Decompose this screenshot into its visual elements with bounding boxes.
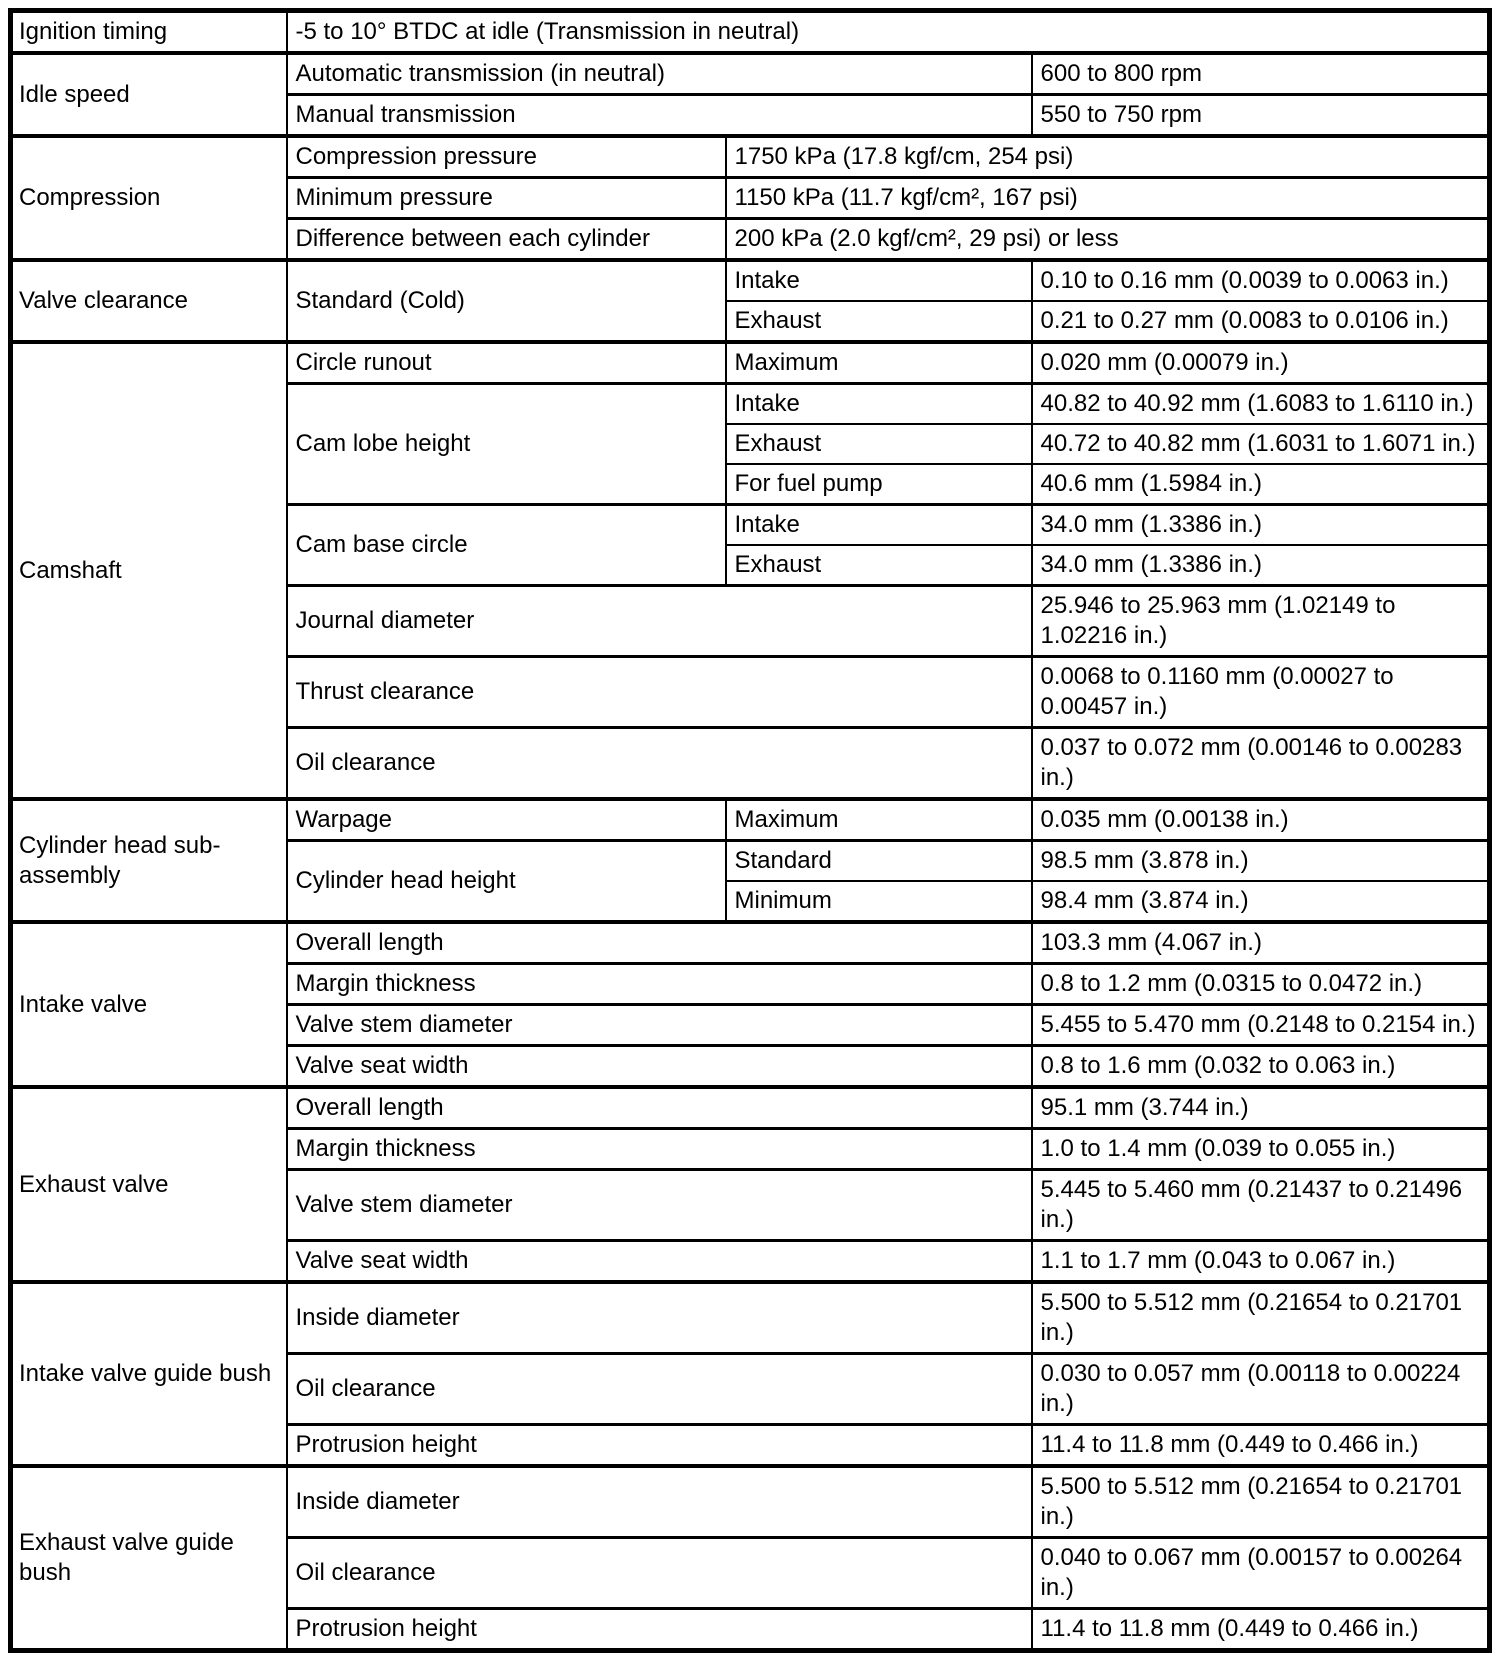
value-cell: 0.0068 to 0.1160 mm (0.00027 to 0.00457 in.) [1032, 657, 1490, 728]
value-cell: 200 kPa (2.0 kgf/cm², 29 psi) or less [726, 219, 1490, 261]
item-cell: Warpage [287, 799, 726, 841]
sub-item-cell: Intake [726, 260, 1032, 301]
item-cell: Cam base circle [287, 505, 726, 586]
table-row [11, 53, 1490, 95]
value-cell: 98.4 mm (3.874 in.) [1032, 881, 1490, 922]
category-cell: Exhaust valve guide bush [11, 1466, 287, 1651]
value-cell: 0.10 to 0.16 mm (0.0039 to 0.0063 in.) [1032, 260, 1490, 301]
sub-item-cell: Minimum [726, 881, 1032, 922]
value-cell: 0.8 to 1.6 mm (0.032 to 0.063 in.) [1032, 1046, 1490, 1088]
value-cell: 0.037 to 0.072 mm (0.00146 to 0.00283 in.) [1032, 728, 1490, 800]
value-cell: 0.040 to 0.067 mm (0.00157 to 0.00264 in.) [1032, 1538, 1490, 1609]
value-cell: 1.1 to 1.7 mm (0.043 to 0.067 in.) [1032, 1241, 1490, 1283]
category-cell: Idle speed [11, 53, 287, 136]
value-cell: 103.3 mm (4.067 in.) [1032, 922, 1490, 964]
value-cell: 11.4 to 11.8 mm (0.449 to 0.466 in.) [1032, 1425, 1490, 1467]
item-cell: Valve seat width [287, 1046, 1032, 1088]
value-cell: 600 to 800 rpm [1032, 53, 1490, 95]
value-cell: 34.0 mm (1.3386 in.) [1032, 505, 1490, 546]
item-cell: Inside diameter [287, 1282, 1032, 1354]
category-cell: Cylinder head sub-assembly [11, 799, 287, 922]
item-cell: Protrusion height [287, 1609, 1032, 1651]
item-cell: Overall length [287, 922, 1032, 964]
value-cell: 1.0 to 1.4 mm (0.039 to 0.055 in.) [1032, 1129, 1490, 1170]
table-row [11, 1087, 1490, 1129]
item-cell: Oil clearance [287, 1538, 1032, 1609]
item-cell: Inside diameter [287, 1466, 1032, 1538]
table-row [11, 260, 1490, 301]
table-row [11, 922, 1490, 964]
value-cell: 40.72 to 40.82 mm (1.6031 to 1.6071 in.) [1032, 424, 1490, 464]
sub-item-cell: Maximum [726, 799, 1032, 841]
sub-item-cell: Exhaust [726, 545, 1032, 586]
table-row [11, 1466, 1490, 1538]
item-cell: Overall length [287, 1087, 1032, 1129]
sub-item-cell: For fuel pump [726, 464, 1032, 505]
value-cell: 95.1 mm (3.744 in.) [1032, 1087, 1490, 1129]
value-cell: 1750 kPa (17.8 kgf/cm, 254 psi) [726, 136, 1490, 178]
sub-item-cell: Exhaust [726, 424, 1032, 464]
value-cell: 0.035 mm (0.00138 in.) [1032, 799, 1490, 841]
item-cell: Thrust clearance [287, 657, 1032, 728]
item-cell: Cylinder head height [287, 841, 726, 923]
item-cell: Margin thickness [287, 1129, 1032, 1170]
sub-item-cell: Intake [726, 384, 1032, 425]
sub-item-cell: Standard [726, 841, 1032, 882]
category-cell: Compression [11, 136, 287, 260]
item-cell: Protrusion height [287, 1425, 1032, 1467]
item-cell: Oil clearance [287, 728, 1032, 800]
table-row [11, 1282, 1490, 1354]
value-cell: 550 to 750 rpm [1032, 95, 1490, 137]
value-cell: 5.500 to 5.512 mm (0.21654 to 0.21701 in.) [1032, 1466, 1490, 1538]
value-cell: 40.6 mm (1.5984 in.) [1032, 464, 1490, 505]
table-row [11, 11, 1490, 54]
table-row [11, 136, 1490, 178]
item-cell: Margin thickness [287, 964, 1032, 1005]
item-cell: Automatic transmission (in neutral) [287, 53, 1032, 95]
value-cell: 25.946 to 25.963 mm (1.02149 to 1.02216 in.) [1032, 586, 1490, 657]
value-cell: 98.5 mm (3.878 in.) [1032, 841, 1490, 882]
value-cell: 34.0 mm (1.3386 in.) [1032, 545, 1490, 586]
sub-item-cell: Maximum [726, 342, 1032, 384]
value-cell: 5.500 to 5.512 mm (0.21654 to 0.21701 in.) [1032, 1282, 1490, 1354]
value-cell: 5.445 to 5.460 mm (0.21437 to 0.21496 in.) [1032, 1170, 1490, 1241]
item-cell: Valve seat width [287, 1241, 1032, 1283]
category-cell: Intake valve [11, 922, 287, 1087]
value-cell: 11.4 to 11.8 mm (0.449 to 0.466 in.) [1032, 1609, 1490, 1651]
item-cell: Cam lobe height [287, 384, 726, 505]
value-cell: -5 to 10° BTDC at idle (Transmission in neutral) [287, 11, 1490, 54]
item-cell: Journal diameter [287, 586, 1032, 657]
category-cell: Valve clearance [11, 260, 287, 342]
spec-table-body [11, 11, 1490, 1651]
item-cell: Valve stem diameter [287, 1005, 1032, 1046]
value-cell: 40.82 to 40.92 mm (1.6083 to 1.6110 in.) [1032, 384, 1490, 425]
category-cell: Ignition timing [11, 11, 287, 54]
item-cell: Oil clearance [287, 1354, 1032, 1425]
spec-table [8, 8, 1492, 1653]
item-cell: Minimum pressure [287, 178, 726, 219]
value-cell: 0.21 to 0.27 mm (0.0083 to 0.0106 in.) [1032, 301, 1490, 342]
item-cell: Manual transmission [287, 95, 1032, 137]
value-cell: 0.8 to 1.2 mm (0.0315 to 0.0472 in.) [1032, 964, 1490, 1005]
value-cell: 1150 kPa (11.7 kgf/cm², 167 psi) [726, 178, 1490, 219]
category-cell: Exhaust valve [11, 1087, 287, 1282]
value-cell: 5.455 to 5.470 mm (0.2148 to 0.2154 in.) [1032, 1005, 1490, 1046]
item-cell: Compression pressure [287, 136, 726, 178]
item-cell: Circle runout [287, 342, 726, 384]
value-cell: 0.030 to 0.057 mm (0.00118 to 0.00224 in.) [1032, 1354, 1490, 1425]
table-row [11, 799, 1490, 841]
item-cell: Standard (Cold) [287, 260, 726, 342]
item-cell: Difference between each cylinder [287, 219, 726, 261]
category-cell: Intake valve guide bush [11, 1282, 287, 1466]
category-cell: Camshaft [11, 342, 287, 799]
sub-item-cell: Intake [726, 505, 1032, 546]
sub-item-cell: Exhaust [726, 301, 1032, 342]
item-cell: Valve stem diameter [287, 1170, 1032, 1241]
value-cell: 0.020 mm (0.00079 in.) [1032, 342, 1490, 384]
table-row [11, 342, 1490, 384]
